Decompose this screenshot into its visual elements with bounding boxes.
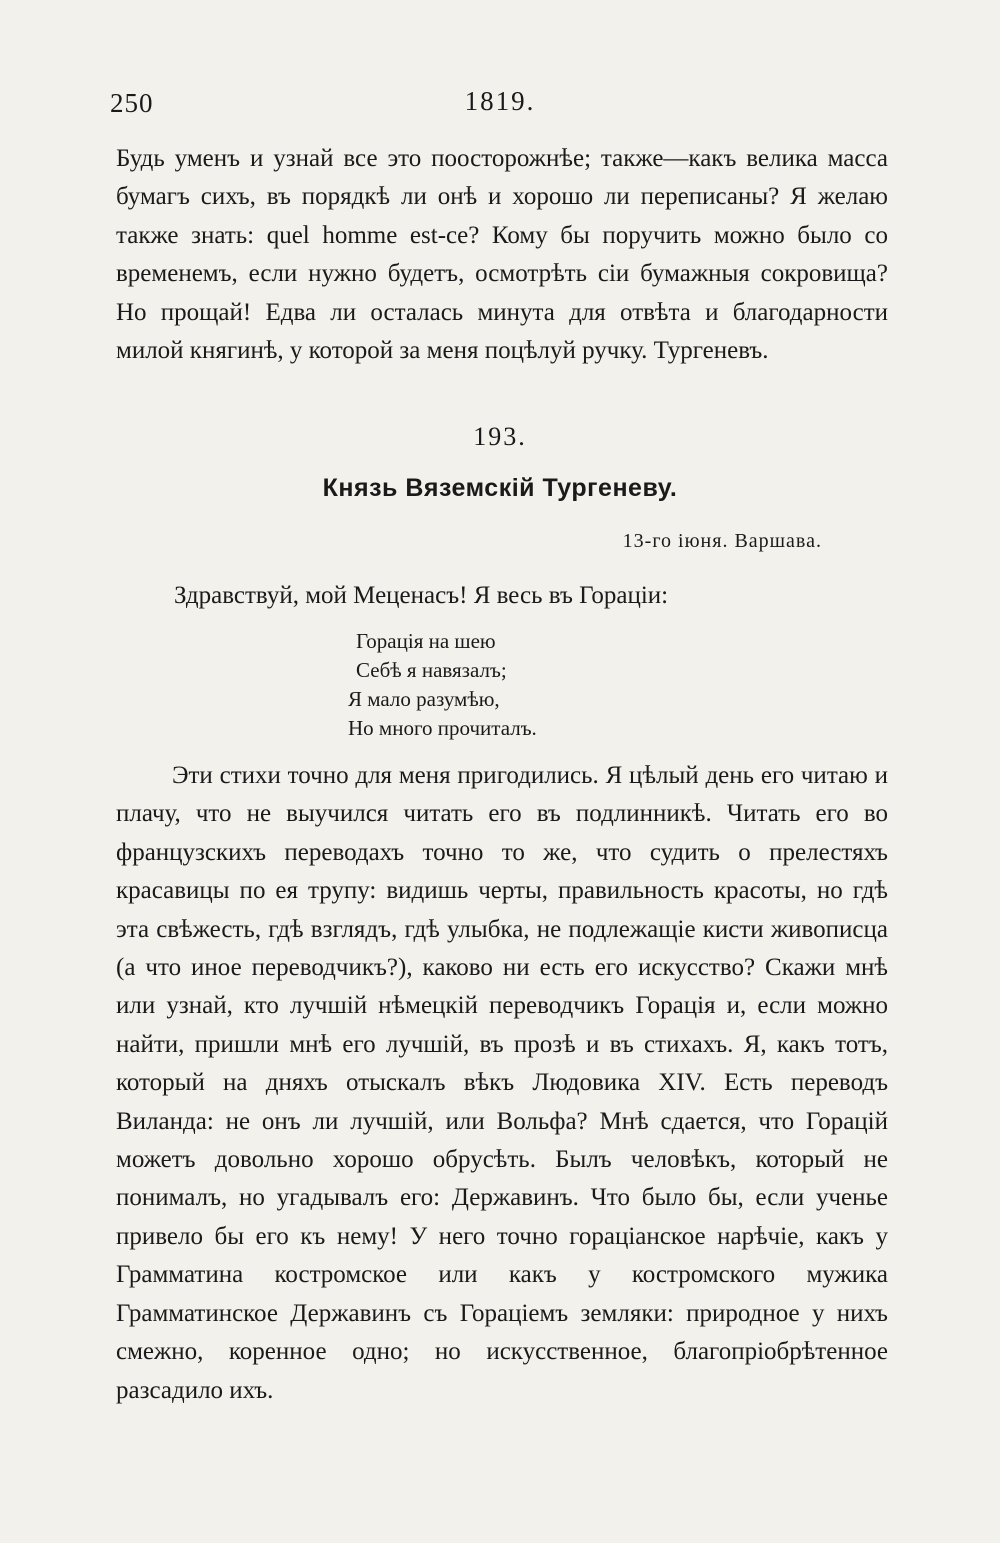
letter-dateline: 13-го іюня. Варшава. bbox=[622, 530, 822, 552]
letter-number: 193. bbox=[473, 422, 527, 451]
poem-line: Себѣ я навязалъ; bbox=[356, 658, 507, 682]
letter-body-paragraph: Эти стихи точно для меня пригодились. Я цѣлый день его читаю и плачу, что не выучился читать его въ подлинникѣ. Читать его во французскихъ переводахъ точно то же, что судить о прелестяхъ красавицы по ея трупу: видишь черты, правильность красоты, но гдѣ эта свѣжесть, гдѣ взглядъ, гдѣ улыбка, не подлежащіе кисти живописца (а что иное переводчикъ?), каково ни есть его искусство? Скажи мнѣ или узнай, кто лучшій нѣмецкій переводчикъ Горацiя и, если можно найти, пришли мнѣ его лучшій, въ прозѣ и въ стихахъ. Я, какъ тотъ, который на дняхъ отыскалъ вѣкъ Людовика XIV. Есть переводъ Виланда: не онъ ли лучшій, или Вольфа? Мнѣ сдается, что Горацій можетъ довольно хорошо обрусѣть. Былъ человѣкъ, который не понималъ, но угадывалъ его: Державинъ. Что было бы, если ученье привело бы его къ нему! У него точно гораціанское нарѣчіе, какъ у Грамматина костромское или какъ у костромского мужика Грамматинское Державинъ съ Гораціемъ земляки: природное у нихъ смежно, коренное одно; но искусственное, благопріобрѣтенное разсадило ихъ. bbox=[116, 762, 888, 1404]
letter-heading: Князь Вяземскій Тургеневу. bbox=[322, 474, 678, 502]
poem-line: Я мало разумѣю, bbox=[348, 687, 500, 711]
running-head-year: 1819. bbox=[464, 86, 536, 116]
poem-line: Горацiя на шею bbox=[356, 629, 496, 653]
poem-line: Но много прочиталъ. bbox=[348, 716, 537, 740]
carryover-paragraph: Будь уменъ и узнай все это поосторожнѣе; также—какъ велика масса бумагъ сихъ, въ порядкѣ ли онѣ и хорошо ли переписаны? Я желаю также знать: quel homme est-ce? Кому бы поручить можно было со временемъ, если нужно будетъ, осмотрѣть сіи бумажныя сокровища? Но прощай! Едва ли осталась минута для отвѣта и благодарности милой княгинѣ, у которой за меня поцѣлуй ручку. Тургеневъ. bbox=[116, 145, 888, 365]
letter-greeting: Здравствуй, мой Меценасъ! Я весь въ Гораціи: bbox=[174, 582, 669, 609]
poem-quote bbox=[348, 627, 537, 743]
page-number: 250 bbox=[110, 88, 154, 118]
